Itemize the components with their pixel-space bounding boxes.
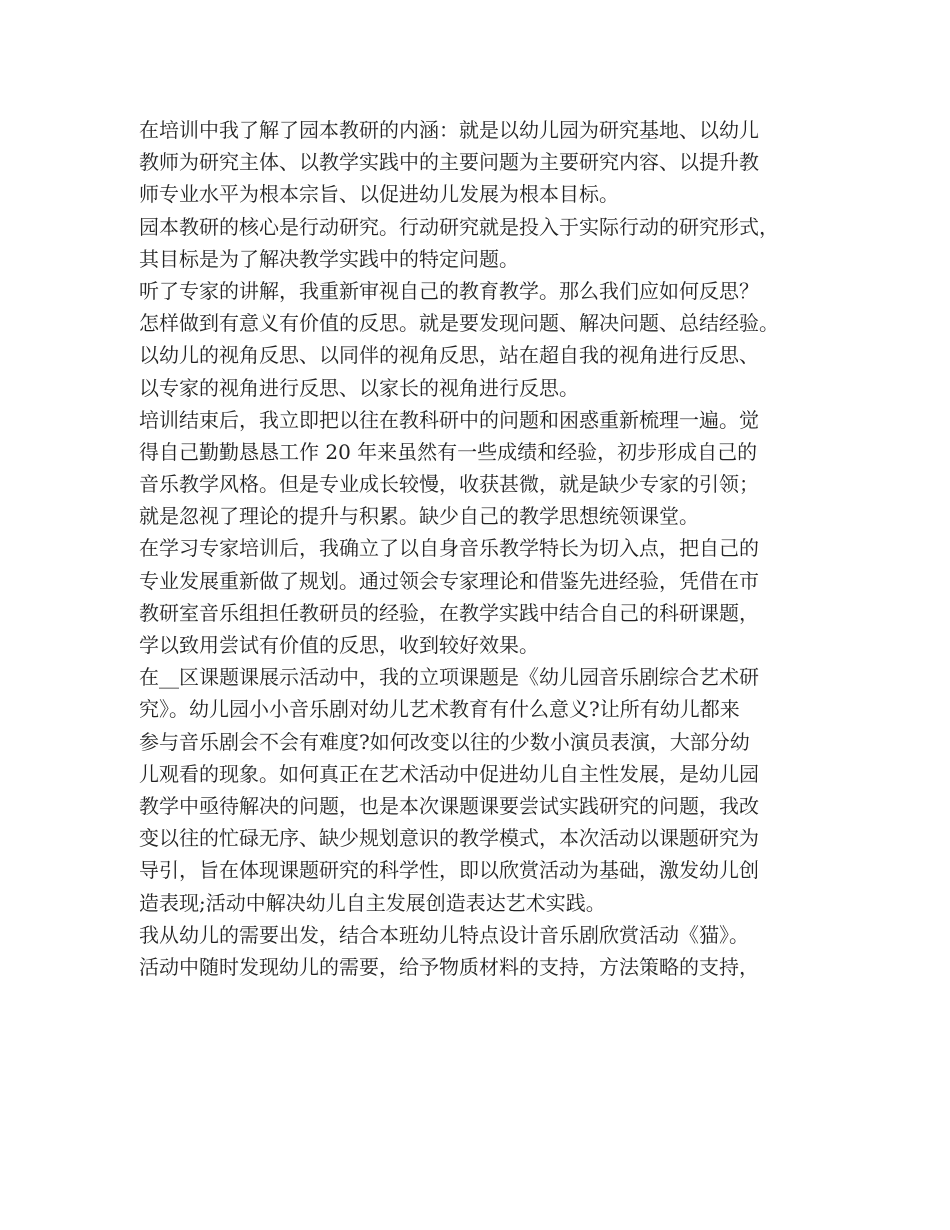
text-line: 变以往的忙碌无序、缺少规划意识的教学模式，本次活动以课题研究为 bbox=[139, 826, 759, 851]
text-line: 学以致用尝试有价值的反思，收到较好效果。 bbox=[139, 633, 539, 657]
text-line: 导引，旨在体现课题研究的科学性，即以欣赏活动为基础，激发幼儿创 bbox=[139, 858, 759, 883]
text-line: 教研室音乐组担任教研员的经验，在教学实践中结合自己的科研课题， bbox=[139, 600, 759, 625]
document-body bbox=[139, 114, 819, 983]
text-line: 参与音乐剧会不会有难度?如何改变以往的少数小演员表演，大部分幼 bbox=[139, 729, 750, 754]
text-line: 得自己勤勤恳恳工作 20 年来虽然有一些成绩和经验，初步形成自己的 bbox=[139, 439, 758, 464]
text-line: 园本教研的核心是行动研究。行动研究就是投入于实际行动的研究形式， bbox=[139, 214, 779, 239]
text-line: 究》。幼儿园小小音乐剧对幼儿艺术教育有什么意义?让所有幼儿都来 bbox=[139, 697, 740, 722]
text-line: 在__区课题课展示活动中，我的立项课题是《幼儿园音乐剧综合艺术研 bbox=[139, 665, 759, 690]
text-line: 培训结束后，我立即把以往在教科研中的问题和困惑重新梳理一遍。觉 bbox=[139, 407, 759, 432]
text-line: 在培训中我了解了园本教研的内涵：就是以幼儿园为研究基地、以幼儿 bbox=[139, 118, 759, 142]
text-line: 以专家的视角进行反思、以家长的视角进行反思。 bbox=[139, 375, 579, 400]
text-line: 活动中随时发现幼儿的需要，给予物质材料的支持，方法策略的支持， bbox=[139, 954, 759, 979]
text-line: 怎样做到有意义有价值的反思。就是要发现问题、解决问题、总结经验。 bbox=[139, 311, 779, 336]
text-line: 造表现;活动中解决幼儿自主发展创造表达艺术实践。 bbox=[139, 890, 606, 915]
text-line: 音乐教学风格。但是专业成长较慢，收获甚微，就是缺少专家的引领； bbox=[139, 472, 759, 497]
text-line: 我从幼儿的需要出发，结合本班幼儿特点设计音乐剧欣赏活动《猫》。 bbox=[139, 922, 749, 947]
text-line: 儿观看的现象。如何真正在艺术活动中促进幼儿自主性发展，是幼儿园 bbox=[139, 761, 759, 786]
text-line: 就是忽视了理论的提升与积累。缺少自己的教学思想统领课堂。 bbox=[139, 504, 699, 529]
text-line: 以幼儿的视角反思、以同伴的视角反思，站在超自我的视角进行反思、 bbox=[139, 343, 759, 368]
text-line: 教师为研究主体、以教学实践中的主要问题为主要研究内容、以提升教 bbox=[139, 150, 759, 175]
text-line: 教学中亟待解决的问题，也是本次课题课要尝试实践研究的问题，我改 bbox=[139, 793, 759, 818]
text-line: 专业发展重新做了规划。通过领会专家理论和借鉴先进经验，凭借在市 bbox=[139, 568, 759, 593]
text-line: 师专业水平为根本宗旨、以促进幼儿发展为根本目标。 bbox=[139, 182, 619, 207]
text-line: 其目标是为了解决教学实践中的特定问题。 bbox=[139, 246, 519, 271]
text-line: 听了专家的讲解，我重新审视自己的教育教学。那么我们应如何反思？ bbox=[139, 278, 759, 303]
text-line: 在学习专家培训后，我确立了以自身音乐教学特长为切入点，把自己的 bbox=[139, 536, 759, 561]
